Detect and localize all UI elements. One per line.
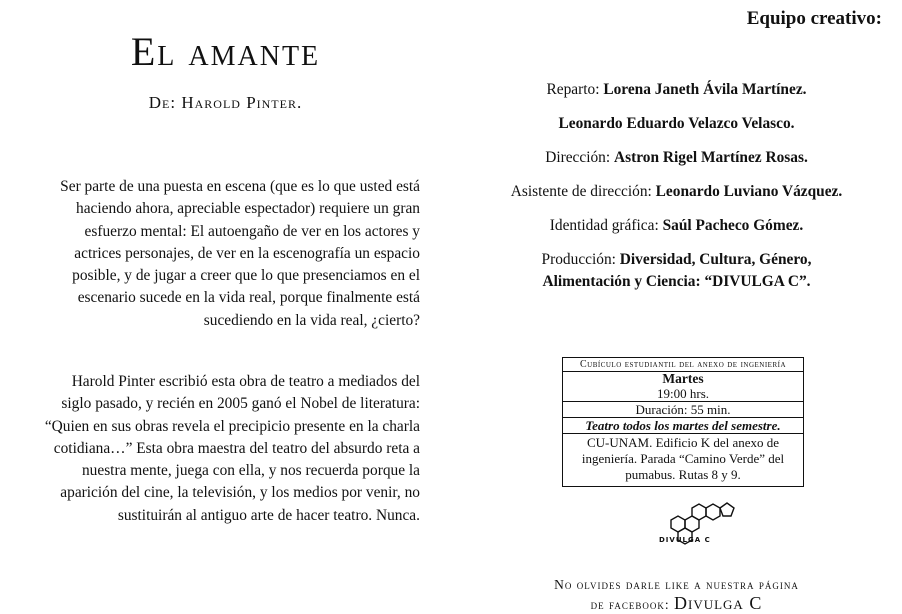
direction-label: Dirección: bbox=[545, 149, 615, 166]
performance-day: Martes bbox=[662, 371, 704, 386]
assistant-name: Leonardo Luviano Vázquez. bbox=[655, 183, 843, 200]
identity-name: Saúl Pacheco Gómez. bbox=[662, 217, 804, 234]
footer-line-1: No olvides darle like a nuestra página bbox=[554, 577, 799, 592]
production-label: Producción: bbox=[541, 251, 620, 268]
footer-prefix: de facebook: bbox=[590, 597, 674, 612]
performance-time: 19:00 hrs. bbox=[657, 386, 709, 401]
play-author: De: Harold Pinter. bbox=[148, 93, 303, 112]
crew-list bbox=[451, 79, 902, 293]
crew-direction bbox=[451, 147, 902, 169]
schedule-cell: Teatro todos los martes del semestre. bbox=[563, 417, 803, 433]
cast-label: Reparto: bbox=[546, 81, 604, 98]
right-page bbox=[451, 0, 902, 613]
left-page bbox=[0, 0, 451, 607]
facebook-note bbox=[451, 576, 902, 614]
crew-title: Equipo creativo: bbox=[746, 8, 882, 29]
footer-line-2 bbox=[451, 594, 902, 614]
identity-label: Identidad gráfica: bbox=[549, 217, 663, 234]
crew-production bbox=[451, 249, 902, 293]
production-name-1: Diversidad, Cultura, Género, bbox=[619, 251, 812, 268]
cast-member: Leonardo Eduardo Velazco Velasco. bbox=[558, 115, 795, 132]
logo-caption: DIVULGA C bbox=[659, 536, 711, 544]
author-paragraph: Harold Pinter escribió esta obra de teatro a mediados del siglo pasado, y recién en 2005 ganó el Nobel de literatura: “Quien en sus obras revela el precipicio presente en la charla cotidiana…” Esta obra maestra del teatro del absurdo reta a nuestra mente, juega con ella, y nos recuerda porque la aparición del cine, la televisión, y los medios por venir, no sustituirán al antiguo arte de hacer teatro. Nunca. bbox=[44, 373, 420, 524]
director-name: Astron Rigel Martínez Rosas. bbox=[614, 149, 808, 166]
crew-assistant bbox=[451, 181, 902, 203]
facebook-page-name: Divulga C bbox=[674, 593, 763, 613]
crew-cast-2 bbox=[451, 113, 902, 135]
intro-paragraph: Ser parte de una puesta en escena (que es lo que usted está haciendo ahora, apreciable espectador) requiere un gran esfuerzo mental: El autoengaño de ver en los actores y actrices personajes, de ver en la escenografía un espacio posible, y de jugar a creer que lo que presenciamos en el escenario sucede en la vida real, porque finalmente está sucediendo en la vida real, ¿cierto? bbox=[60, 178, 420, 329]
assistant-label: Asistente de dirección: bbox=[510, 183, 656, 200]
production-name-2: Alimentación y Ciencia: “DIVULGA C”. bbox=[542, 273, 811, 290]
crew-identity bbox=[451, 215, 902, 237]
play-title: El amante bbox=[130, 29, 321, 74]
location-cell: CU-UNAM. Edificio K del anexo de ingeniería. Parada “Camino Verde” del pumabus. Rutas 8 y 9. bbox=[563, 433, 803, 486]
molecule-logo-icon bbox=[656, 500, 746, 552]
crew-cast bbox=[451, 79, 902, 101]
cast-member: Lorena Janeth Ávila Martínez. bbox=[603, 81, 807, 98]
performance-info-box bbox=[562, 357, 804, 487]
venue-label: Cubículo estudiantil del anexo de ingeniería bbox=[579, 359, 787, 370]
date-time-cell bbox=[563, 371, 803, 401]
duration-cell: Duración: 55 min. bbox=[563, 401, 803, 417]
